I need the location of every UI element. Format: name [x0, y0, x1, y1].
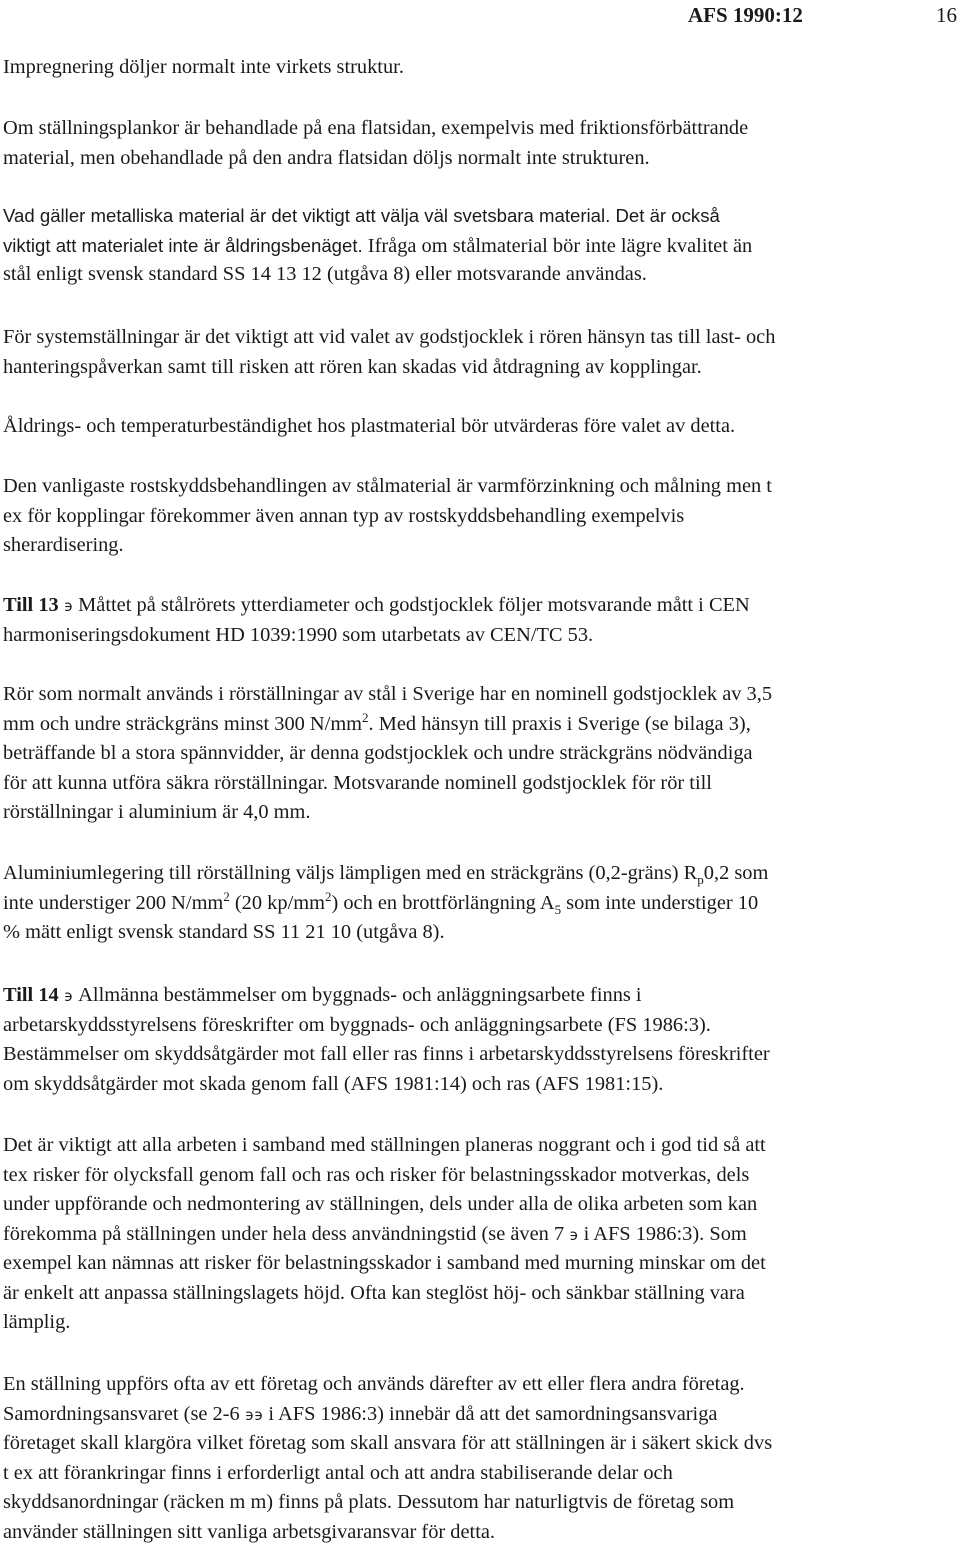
section-symbol: ϶ [63, 987, 74, 1005]
text-line: under uppförande och nedmontering av ställningen, dels under alla de olika arbeten som kan [3, 1193, 758, 1215]
paragraph-metal-materials [3, 201, 960, 290]
subscript: 5 [554, 901, 562, 917]
text-line: hanteringspåverkan samt till risken att rören kan skadas vid åtdragning av kopplingar. [3, 355, 702, 378]
superscript: 2 [324, 888, 332, 904]
text-line: harmoniseringsdokument HD 1039:1990 som utarbetats av CEN/TC 53. [3, 623, 594, 646]
text-line: är enkelt att anpassa ställningslagets höjd. Ofta kan steglöst höj- och sänkbar ställning vara [3, 1281, 745, 1304]
text-fragment: mm och undre sträckgräns minst 300 N/mm [3, 712, 363, 735]
text-line: t ex att förankringar finns i erforderligt antal och att andra stabiliserande delar och [3, 1461, 673, 1484]
text-fragment: i AFS 1986:3) innebär då att det samordningsansvariga [263, 1402, 718, 1425]
paragraph-rust-protection [3, 472, 960, 561]
paragraph-aluminium-alloy [3, 859, 960, 948]
paragraph-plastic [3, 412, 960, 442]
paragraph-planning [3, 1131, 960, 1338]
paragraph-till-14 [3, 981, 960, 1099]
text-line: material, men obehandlade på den andra flatsidan döljs normalt inte strukturen. [3, 146, 650, 169]
text-fragment: Aluminiumlegering till rörställning väljs lämpligen med en sträckgräns (0,2-gräns) R [3, 862, 698, 884]
text-line: Ifråga om stålmaterial bör inte lägre kvalitet än [367, 234, 753, 257]
text-line: En ställning uppförs ofta av ett företag och används därefter av ett eller flera andra företag. [3, 1373, 745, 1395]
text-fragment: Samordningsansvaret (se 2-6 [3, 1402, 245, 1425]
text-fragment: (20 kp/mm [229, 891, 325, 914]
document-id: AFS 1990:12 [688, 3, 803, 27]
text-line: exempel kan nämnas att risker för belastningsskador i samband med murning minskar om det [3, 1252, 766, 1274]
text-line: företaget skall klargöra vilket företag som skall ansvara för att ställningen är i säkert skick dvs [3, 1432, 773, 1454]
paragraph-till-13 [3, 591, 960, 650]
text-line: För systemställningar är det viktigt att vid valet av godstjocklek i rören hänsyn tas till last- och [3, 326, 776, 348]
superscript: 2 [362, 709, 369, 725]
text-line: Den vanligaste rostskyddsbehandlingen av stålmaterial är varmförzinkning och målning men t [3, 475, 772, 497]
subscript: p [697, 872, 704, 888]
text-line: % mätt enligt svensk standard SS 11 21 10 (utgåva 8). [3, 921, 445, 943]
text-line: Om ställningsplankor är behandlade på ena flatsidan, exempelvis med friktionsförbättrande [3, 117, 749, 139]
text-line: sherardisering. [3, 534, 124, 556]
text-line: Det är viktigt att alla arbeten i samband med ställningen planeras noggrant och i god tid så att [3, 1134, 766, 1156]
text-line: Allmänna bestämmelser om byggnads- och anläggningsarbete finns i [78, 984, 642, 1006]
text-line: arbetarskyddsstyrelsens föreskrifter om byggnads- och anläggningsarbete (FS 1986:3). [3, 1013, 711, 1036]
page-number: 16 [936, 3, 957, 27]
text-line: tex risker för olycksfall genom fall och ras och risker för belastningsskador motverkas, dels [3, 1163, 750, 1186]
superscript: 2 [223, 888, 230, 904]
section-reference: Till 13 [3, 594, 59, 616]
text-fragment: i AFS 1986:3). Som [578, 1222, 747, 1245]
text-fragment: som inte understiger 10 [561, 891, 759, 914]
text-fragment: inte understiger 200 N/mm [3, 891, 224, 914]
text-fragment: . Med hänsyn till praxis i Sverige (se bilaga 3), [368, 712, 751, 735]
text-line: Måttet på stålrörets ytterdiameter och godstjocklek följer motsvarande mått i CEN [78, 594, 750, 616]
paragraph-coordination [3, 1370, 960, 1547]
text-fragment: förekomma på ställningen under hela dess användningstid (se även 7 [3, 1222, 570, 1245]
paragraph-planks [3, 114, 960, 173]
text-line: Impregnering döljer normalt inte virkets struktur. [3, 56, 404, 78]
text-line: stål enligt svensk standard SS 14 13 12 (utgåva 8) eller motsvarande användas. [3, 263, 647, 285]
paragraph-system-scaffolding [3, 323, 960, 382]
text-line: Rör som normalt används i rörställningar av stål i Sverige har en nominell godstjocklek av 3,5 [3, 683, 773, 705]
text-fragment: ) och en brottförlängning A [331, 891, 555, 914]
text-line: ex för kopplingar förekommer även annan typ av rostskyddsbehandling exempelvis [3, 504, 685, 527]
section-symbol: ϶ [569, 1225, 579, 1244]
paragraph-steel-tubes [3, 680, 960, 828]
text-line: skyddsanordningar (räcken m m) finns på plats. Dessutom har naturligtvis de företag som [3, 1491, 735, 1513]
text-line: om skyddsåtgärder mot skada genom fall (AFS 1981:14) och ras (AFS 1981:15). [3, 1072, 664, 1095]
text-fragment: 0,2 som [703, 862, 769, 884]
section-reference: Till 14 [3, 984, 59, 1006]
paragraph-impregnation [3, 53, 960, 83]
text-line: rörställningar i aluminium är 4,0 mm. [3, 801, 311, 823]
text-line: använder ställningen sitt vanliga arbetsgivaransvar för detta. [3, 1520, 496, 1543]
section-symbol: ϶϶ [244, 1405, 264, 1424]
text-line: för att kunna utföra säkra rörställningar. Motsvarande nominell godstjocklek för rör till [3, 771, 712, 794]
text-line: Vad gäller metalliska material är det viktigt att välja väl svetsbara material. Det är också [3, 205, 720, 226]
text-line: Bestämmelser om skyddsåtgärder mot fall eller ras finns i arbetarskyddsstyrelsens föreskrifter [3, 1043, 770, 1065]
section-symbol: ϶ [63, 597, 74, 615]
text-line: beträffande bl a stora spännvidder, är denna godstjocklek och undre sträckgräns nödvändiga [3, 742, 753, 764]
text-line: lämplig. [3, 1311, 71, 1333]
text-line: viktigt att materialet inte är åldringsbenäget. [3, 234, 363, 256]
text-line: Åldrings- och temperaturbeständighet hos plastmaterial bör utvärderas före valet av detta. [3, 415, 736, 437]
